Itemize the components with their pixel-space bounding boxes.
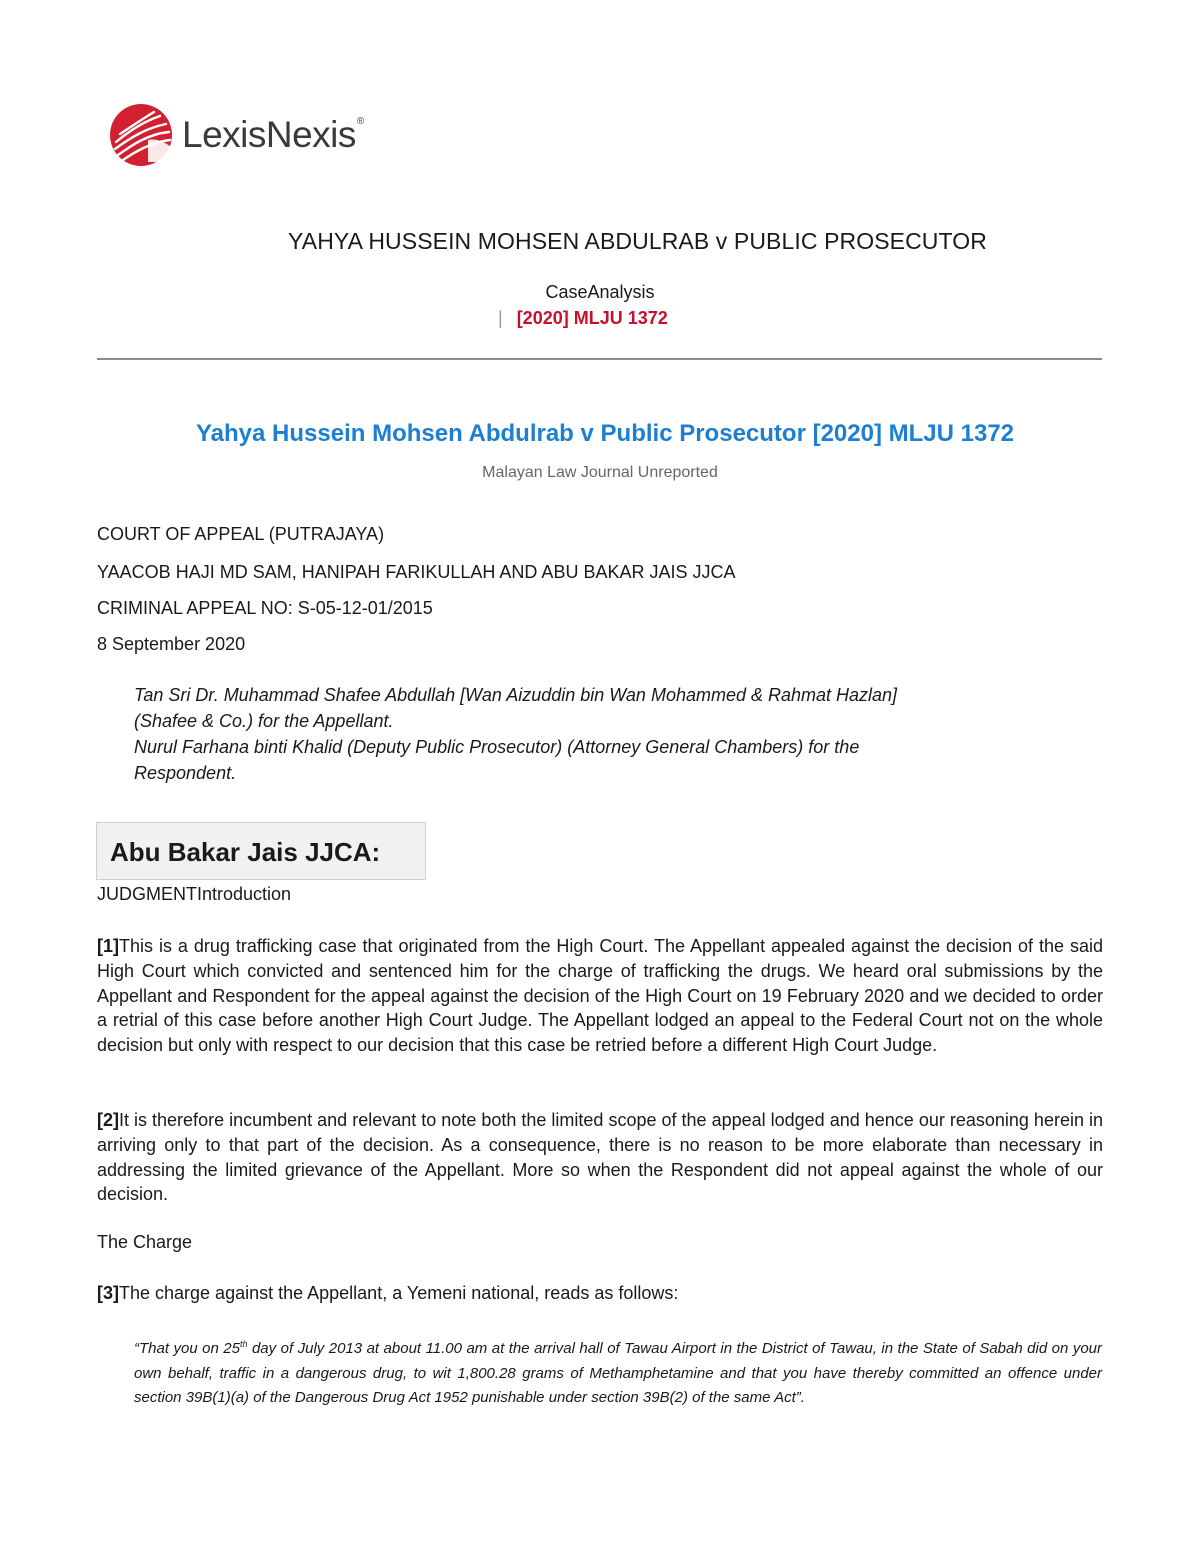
paragraph-1 [97,934,1103,1058]
paragraph-text: It is therefore incumbent and relevant to note both the limited scope of the appeal lodged and hence our reasoning herein in arriving only to that part of the decision. As a consequence, there is no reason to be more elaborate than necessary in addressing the limited grievance of the Appellant. More so when the Respondent did not appeal against the whole of our decision. [97,1110,1103,1205]
counsel-line: Respondent. [134,763,237,783]
lexisnexis-logo [108,100,364,170]
judgment-date: 8 September 2020 [97,634,246,654]
case-title: Yahya Hussein Mohsen Abdulrab v Public Prosecutor [2020] MLJU 1372 [195,420,1015,447]
document-type-label: CaseAnalysis [545,282,655,302]
quote-text-rest: day of July 2013 at about 11.00 am at the arrival hall of Tawau Airport in the District of Tawau, in the State of Sabah did on your own behalf, traffic in a dangerous drug, to wit 1,800.28 grams of Methamphetamine and that you have thereby committed an offence under section 39B(1)(a) of the Dangerous Drug Act 1952 punishable under section 39B(2) of the same Act”. [134,1340,1102,1407]
citation-link[interactable]: [2020] MLJU 1372 [516,308,668,328]
document-header-title: YAHYA HUSSEIN MOHSEN ABDULRAB v PUBLIC PROSECUTOR [288,228,987,254]
judge-heading-box [96,822,426,880]
paragraph-2 [97,1108,1103,1207]
paragraph-number: [1] [97,936,119,956]
judges-list: YAACOB HAJI MD SAM, HANIPAH FARIKULLAH AND ABU BAKAR JAIS JJCA [97,562,736,582]
paragraph-text: The charge against the Appellant, a Yemeni national, reads as follows: [119,1283,679,1303]
journal-name: Malayan Law Journal Unreported [482,464,718,481]
charge-quote [134,1332,1102,1411]
paragraph-number: [2] [97,1110,119,1130]
lexisnexis-wordmark: LexisNexis® [182,114,364,155]
judgment-intro-heading: JUDGMENTIntroduction [97,884,292,904]
citation-separator: | [498,308,503,328]
paragraph-number: [3] [97,1283,119,1303]
lexisnexis-globe-icon [108,102,174,168]
counsel-line: Tan Sri Dr. Muhammad Shafee Abdullah [Wan Aizuddin bin Wan Mohammed & Rahmat Hazlan] [134,685,898,705]
header-divider [97,358,1102,360]
appeal-number: CRIMINAL APPEAL NO: S-05-12-01/2015 [97,598,433,618]
paragraph-3 [97,1281,1103,1306]
court-name: COURT OF APPEAL (PUTRAJAYA) [97,524,385,544]
judge-heading: Abu Bakar Jais JJCA: [110,837,381,867]
counsel-block [134,682,1054,786]
counsel-line: (Shafee & Co.) for the Appellant. [134,711,394,731]
counsel-line: Nurul Farhana binti Khalid (Deputy Public Prosecutor) (Attorney General Chambers) for the [134,737,860,757]
quote-text-start: “That you on 25 [134,1340,240,1357]
citation-line [498,308,668,329]
charge-heading: The Charge [97,1232,193,1252]
quote-ordinal: th [239,1339,248,1349]
paragraph-text: This is a drug trafficking case that originated from the High Court. The Appellant appealed against the decision of the said High Court which convicted and sentenced him for the charge of trafficking the drugs. We heard oral submissions by the Appellant and Respondent for the appeal against the decision of the High Court on 19 February 2020 and we decided to order a retrial of this case before another High Court Judge. The Appellant lodged an appeal to the Federal Court not on the whole decision but only with respect to our decision that this case be retried before a different High Court Judge. [97,936,1103,1056]
